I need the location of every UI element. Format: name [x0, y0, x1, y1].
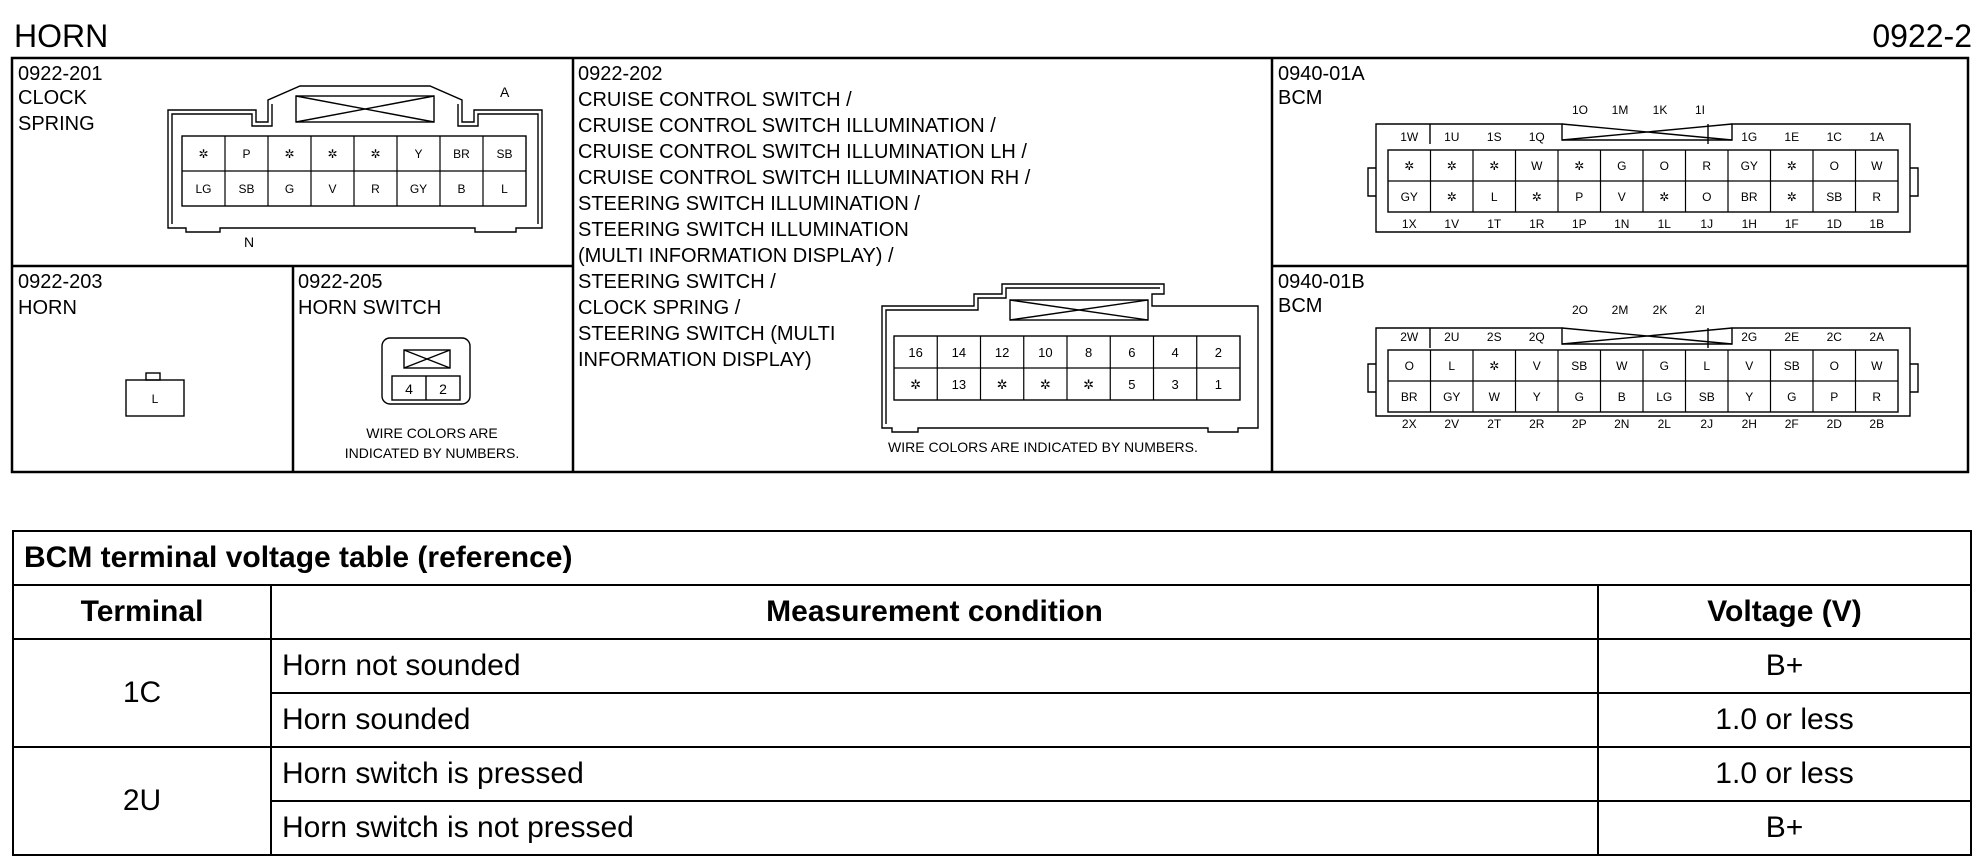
bcm-a-cavity: ✲: [1786, 159, 1797, 173]
terminal-label: 2K: [1652, 303, 1668, 317]
clock-spring-cavity: ✲: [198, 147, 209, 161]
bcm-a-cavity: L: [1490, 190, 1498, 204]
bcm-a-code: 0940-01A: [1278, 63, 1365, 85]
horn-switch-pin: 4: [405, 381, 413, 397]
bcm-b-cavity: P: [1830, 390, 1839, 404]
terminal-label: 2T: [1487, 417, 1502, 431]
bcm-b-cavity: W: [1616, 359, 1628, 373]
terminal-label: 2Q: [1528, 330, 1545, 344]
terminal-label: 1U: [1444, 130, 1460, 144]
bcm-a-cavity: W: [1871, 159, 1883, 173]
terminal-label: 1E: [1784, 130, 1800, 144]
clock-spring-marker-a: A: [500, 84, 510, 100]
bcm-a-cavity: O: [1702, 190, 1712, 204]
bcm-b-cavity: SB: [1783, 359, 1800, 373]
bcm-b-cavity: L: [1703, 359, 1711, 373]
steering-switch-name-line: CRUISE CONTROL SWITCH ILLUMINATION LH /: [578, 141, 1027, 163]
terminal-label: 1B: [1869, 217, 1885, 231]
terminal-label: 1Q: [1528, 130, 1545, 144]
bcm-a-cavity: ✲: [1574, 159, 1585, 173]
steering-switch-name-line: STEERING SWITCH /: [578, 271, 776, 293]
terminal-label: 1J: [1700, 217, 1714, 231]
clock-spring-cavity: ✲: [370, 147, 381, 161]
steering-switch-wire-note: WIRE COLORS ARE INDICATED BY NUMBERS.: [888, 439, 1198, 455]
table-row: [13, 747, 1971, 801]
steering-switch-name-line: STEERING SWITCH (MULTI: [578, 323, 836, 345]
bcm-b-cavity: V: [1745, 359, 1754, 373]
steering-switch-pin: ✲: [1083, 377, 1095, 392]
page-title: HORN: [14, 18, 109, 54]
clock-spring-cavity: Y: [414, 147, 423, 161]
terminal-label: 2J: [1700, 417, 1714, 431]
horn-pin: L: [151, 392, 159, 406]
horn-switch-note: WIRE COLORS ARE: [366, 425, 498, 441]
bcm-b-cavity: SB: [1571, 359, 1588, 373]
horn-code: 0922-203: [18, 271, 103, 293]
bcm-a-cavity: ✲: [1531, 190, 1542, 204]
terminal-label: 2U: [1444, 330, 1460, 344]
terminal-label: 2X: [1401, 417, 1417, 431]
steering-switch-name-line: (MULTI INFORMATION DISPLAY) /: [578, 245, 894, 267]
terminal-label: 1H: [1741, 217, 1757, 231]
bcm-a-cavity: ✲: [1659, 190, 1670, 204]
bcm-b-cavity: SB: [1698, 390, 1715, 404]
terminal-label: 2D: [1826, 417, 1842, 431]
bcm-a-cavity: R: [1702, 159, 1712, 173]
terminal-label: 2M: [1611, 303, 1629, 317]
bcm-b-cavity: Y: [1532, 390, 1541, 404]
clock-spring-cavity: ✲: [284, 147, 295, 161]
bcm-b-cavity: LG: [1656, 390, 1673, 404]
terminal-cell: 1C: [13, 639, 271, 747]
bcm-a-cavity: P: [1575, 190, 1584, 204]
clock-spring-cavity: V: [328, 182, 337, 196]
steering-switch-pin: ✲: [996, 377, 1008, 392]
table-title: BCM terminal voltage table (reference): [13, 531, 1971, 585]
bcm-a-cavity: O: [1829, 159, 1839, 173]
bcm-a-cavity: SB: [1826, 190, 1843, 204]
bcm-a-cavity: ✲: [1446, 159, 1457, 173]
voltage-cell: 1.0 or less: [1598, 747, 1971, 801]
bcm-b-name: BCM: [1278, 295, 1323, 317]
steering-switch-name-line: CRUISE CONTROL SWITCH /: [578, 89, 852, 111]
bcm-a-cavity: G: [1617, 159, 1627, 173]
steering-switch-pin: 6: [1128, 345, 1136, 360]
horn-switch-code: 0922-205: [298, 271, 383, 293]
clock-spring-cavity: SB: [496, 147, 513, 161]
horn-switch-name: HORN SWITCH: [298, 297, 442, 319]
steering-switch-pin: 12: [994, 345, 1010, 360]
terminal-label: 1W: [1400, 130, 1419, 144]
steering-switch-pin: 16: [908, 345, 923, 360]
bcm-b-cavity: G: [1787, 390, 1797, 404]
steering-switch-pin: 2: [1214, 345, 1222, 360]
terminal-label: 1O: [1571, 103, 1589, 117]
bcm-a-cavity: GY: [1740, 159, 1758, 173]
clock-spring-code: 0922-201: [18, 63, 103, 85]
table-row: [13, 801, 1971, 855]
terminal-label: 1V: [1444, 217, 1460, 231]
horn-switch-pin: 2: [439, 381, 447, 397]
clock-spring-name: CLOCK: [18, 87, 87, 109]
bcm-b-cavity: BR: [1400, 390, 1418, 404]
bcm-b-cavity: O: [1829, 359, 1839, 373]
bcm-a-cavity: ✲: [1489, 159, 1500, 173]
terminal-label: 1I: [1694, 103, 1706, 117]
terminal-label: 1F: [1784, 217, 1799, 231]
terminal-label: 1G: [1741, 130, 1758, 144]
bcm-b-cavity: W: [1871, 359, 1883, 373]
steering-switch-housing: [882, 284, 1258, 432]
steering-switch-name-line: STEERING SWITCH ILLUMINATION: [578, 219, 909, 241]
terminal-label: 2W: [1400, 330, 1419, 344]
bcm-a-cavity: GY: [1400, 190, 1418, 204]
terminal-label: 1L: [1657, 217, 1671, 231]
bcm-b-cavity: GY: [1443, 390, 1461, 404]
terminal-label: 1T: [1487, 217, 1502, 231]
bcm-a-cavity: W: [1531, 159, 1543, 173]
steering-switch-pin: 4: [1171, 345, 1179, 360]
bcm-b-cavity: R: [1872, 390, 1882, 404]
condition-cell: Horn not sounded: [271, 639, 1598, 693]
bcm-a-cavity: V: [1617, 190, 1626, 204]
terminal-label: 2A: [1869, 330, 1885, 344]
clock-spring-cavity: B: [457, 182, 466, 196]
bcm-b-cavity: G: [1659, 359, 1669, 373]
table-row: [13, 639, 1971, 693]
terminal-label: 1N: [1614, 217, 1630, 231]
clock-spring-cavity: SB: [238, 182, 255, 196]
clock-spring-cavity: BR: [453, 147, 470, 161]
terminal-label: 2I: [1694, 303, 1706, 317]
steering-switch-name-line: CRUISE CONTROL SWITCH ILLUMINATION /: [578, 115, 996, 137]
steering-switch-pin: 8: [1085, 345, 1093, 360]
clock-spring-name: SPRING: [18, 113, 95, 135]
clock-spring-marker-n: N: [244, 234, 255, 250]
bcm-a-cavity: ✲: [1404, 159, 1415, 173]
horn-name: HORN: [18, 297, 77, 319]
bcm-b-cavity: V: [1532, 359, 1541, 373]
header-terminal: Terminal: [13, 585, 271, 639]
terminal-label: 1A: [1869, 130, 1885, 144]
terminal-label: 2N: [1614, 417, 1630, 431]
bcm-b-cavity: Y: [1745, 390, 1754, 404]
bcm-b-cavity: G: [1574, 390, 1584, 404]
clock-spring-housing: [168, 86, 542, 232]
terminal-label: 2S: [1486, 330, 1502, 344]
steering-switch-pin: 14: [951, 345, 967, 360]
steering-switch-pin: ✲: [1039, 377, 1051, 392]
terminal-label: 2C: [1826, 330, 1842, 344]
terminal-label: 1X: [1401, 217, 1417, 231]
terminal-label: 1S: [1486, 130, 1502, 144]
bcm-a-cavity: O: [1659, 159, 1669, 173]
terminal-cell: 2U: [13, 747, 271, 855]
steering-switch-pin: 10: [1038, 345, 1053, 360]
bcm-a-cavity: BR: [1740, 190, 1758, 204]
clock-spring-cavity: GY: [409, 182, 428, 196]
bcm-a-name: BCM: [1278, 87, 1323, 109]
clock-spring-cavity: L: [501, 182, 508, 196]
condition-cell: Horn switch is not pressed: [271, 801, 1598, 855]
terminal-label: 2R: [1529, 417, 1545, 431]
steering-switch-pin: ✲: [910, 377, 922, 392]
terminal-label: 1C: [1826, 130, 1842, 144]
steering-switch-name-line: CRUISE CONTROL SWITCH ILLUMINATION RH /: [578, 167, 1031, 189]
bcm-a-cavity: ✲: [1446, 190, 1457, 204]
steering-switch-pin: 1: [1214, 377, 1222, 392]
terminal-label: 1K: [1652, 103, 1668, 117]
bcm-b-cavity: O: [1404, 359, 1414, 373]
terminal-label: 2O: [1571, 303, 1589, 317]
header-condition: Measurement condition: [271, 585, 1598, 639]
terminal-label: 1P: [1571, 217, 1587, 231]
horn-switch-connector-body: [382, 338, 470, 404]
steering-switch-pin: 13: [951, 377, 967, 392]
voltage-cell: B+: [1598, 639, 1971, 693]
terminal-label: 1R: [1529, 217, 1545, 231]
steering-switch-name-line: CLOCK SPRING /: [578, 297, 741, 319]
steering-switch-name-line: INFORMATION DISPLAY): [578, 349, 812, 371]
horn-switch-note: INDICATED BY NUMBERS.: [344, 445, 520, 461]
bcm-b-cavity: ✲: [1489, 359, 1500, 373]
terminal-label: 1D: [1826, 217, 1842, 231]
steering-switch-pin: 3: [1171, 377, 1179, 392]
clock-spring-cavity: ✲: [327, 147, 338, 161]
clock-spring-cavity: G: [284, 182, 295, 196]
terminal-label: 2G: [1741, 330, 1758, 344]
steering-switch-code: 0922-202: [578, 63, 663, 85]
terminal-label: 2V: [1444, 417, 1460, 431]
bcm-b-cavity: B: [1617, 390, 1626, 404]
clock-spring-cavity: R: [371, 182, 380, 196]
table-row: [13, 693, 1971, 747]
terminal-label: 2L: [1657, 417, 1671, 431]
condition-cell: Horn sounded: [271, 693, 1598, 747]
bcm-b-cavity: W: [1488, 390, 1500, 404]
steering-switch-name-line: STEERING SWITCH ILLUMINATION /: [578, 193, 920, 215]
voltage-cell: 1.0 or less: [1598, 693, 1971, 747]
voltage-cell: B+: [1598, 801, 1971, 855]
condition-cell: Horn switch is pressed: [271, 747, 1598, 801]
bcm-voltage-table: [12, 530, 1972, 856]
steering-switch-pin: 5: [1128, 377, 1136, 392]
page-number: 0922-2: [1872, 18, 1972, 54]
clock-spring-cavity: P: [242, 147, 251, 161]
terminal-label: 1M: [1611, 103, 1629, 117]
terminal-label: 2P: [1571, 417, 1587, 431]
bcm-b-cavity: L: [1448, 359, 1456, 373]
terminal-label: 2B: [1869, 417, 1885, 431]
bcm-a-cavity: ✲: [1786, 190, 1797, 204]
bcm-a-cavity: R: [1872, 190, 1882, 204]
terminal-label: 2E: [1784, 330, 1800, 344]
terminal-label: 2F: [1784, 417, 1799, 431]
bcm-b-code: 0940-01B: [1278, 271, 1365, 293]
terminal-label: 2H: [1741, 417, 1757, 431]
clock-spring-cavity: LG: [195, 182, 212, 196]
header-voltage: Voltage (V): [1598, 585, 1971, 639]
